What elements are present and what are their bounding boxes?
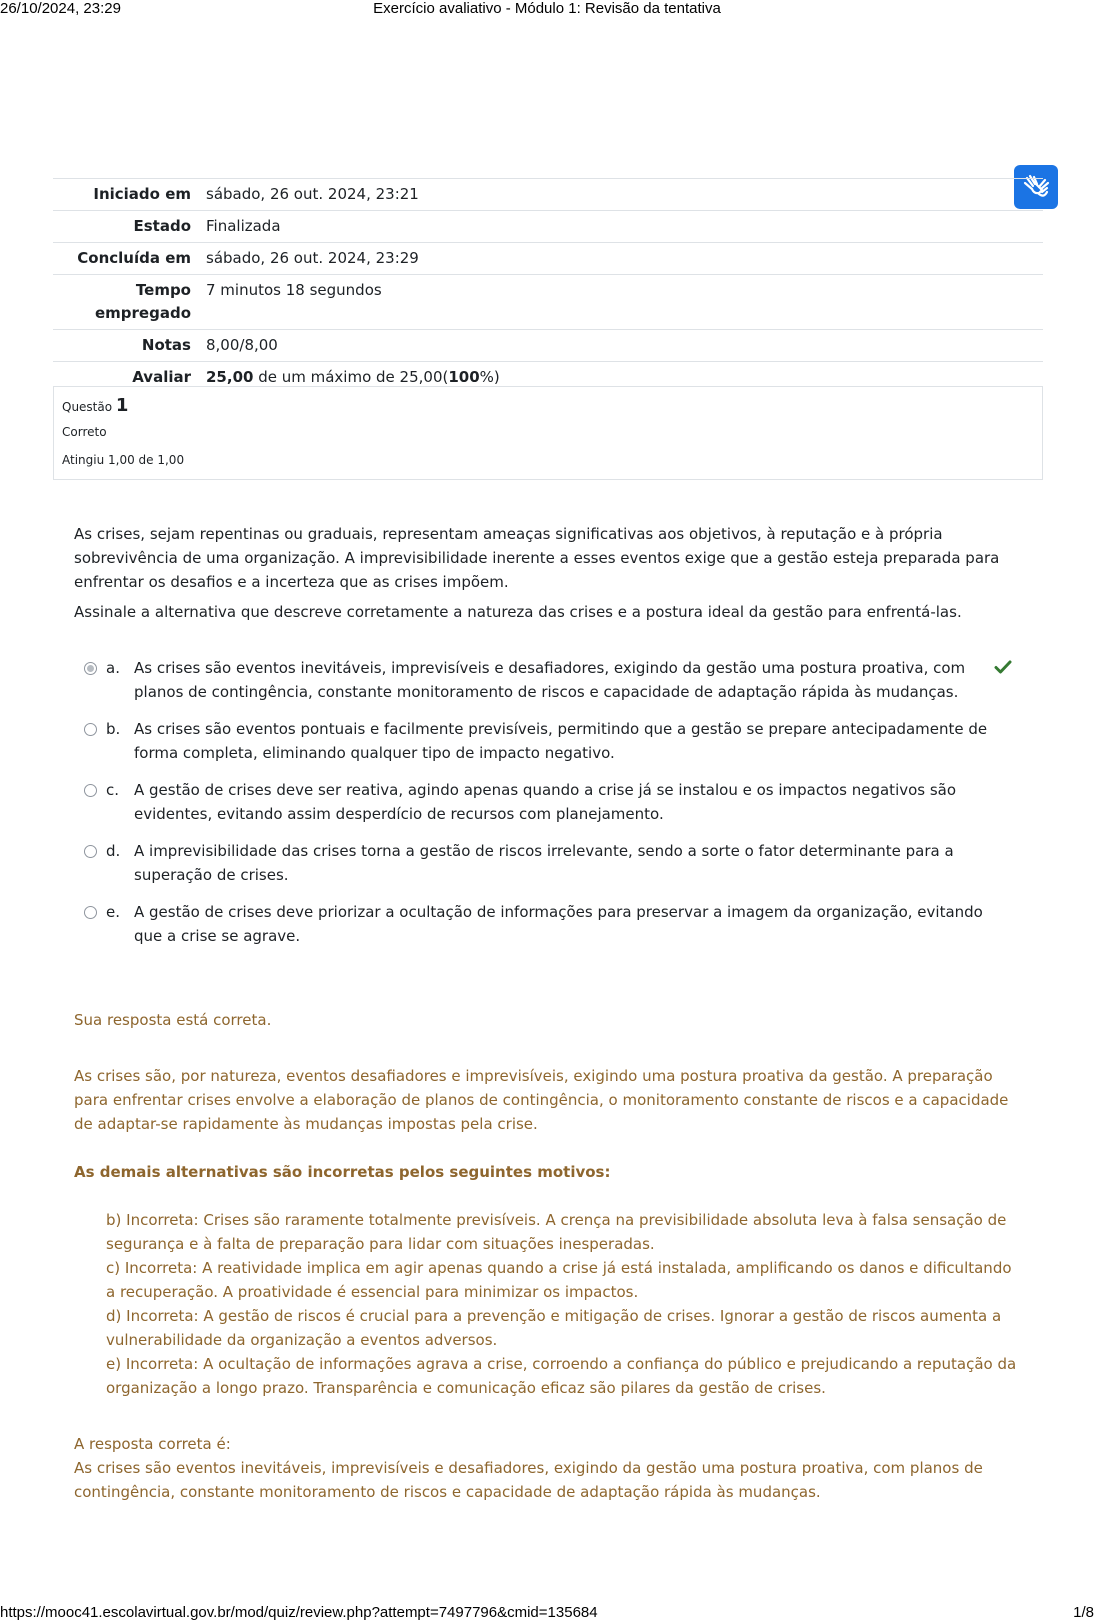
summary-value: sábado, 26 out. 2024, 23:29: [206, 249, 419, 267]
answer-option-b[interactable]: [84, 717, 1019, 765]
general-feedback: As crises são, por natureza, eventos desafiadores e imprevisíveis, exigindo uma postura proativa da gestão. A preparação para enfrentar crises envolve a elaboração de planos de contingência, o monitoramento constante de riscos e a capacidade de adaptar-se rapidamente às mudanças impostas pela crise.: [74, 1067, 1009, 1133]
feedback: [74, 1008, 1024, 1504]
print-header: [0, 0, 1094, 18]
radio-button[interactable]: [84, 784, 97, 797]
answer-letter: d.: [106, 842, 121, 860]
reason-item: b) Incorreta: Crises são raramente totalmente previsíveis. A crença na previsibilidade absoluta leva à falsa sensação de segurança e à falta de preparação para lidar com situações inesperadas.: [106, 1211, 1007, 1253]
summary-label: Concluída em: [77, 249, 191, 267]
summary-row: [53, 242, 1043, 274]
reason-item: e) Incorreta: A ocultação de informações agrava a crise, corroendo a confiança do público e prejudicando a reputação da organização a longo prazo. Transparência e comunicação eficaz são pilares da gestão de crises.: [106, 1355, 1017, 1397]
reason-item: d) Incorreta: A gestão de riscos é crucial para a prevenção e mitigação de crises. Ignorar a gestão de riscos aumenta a vulnerabilidade da organização a eventos adversos.: [106, 1307, 1002, 1349]
print-page-number: 1/8: [1073, 1604, 1094, 1621]
other-alternatives-heading: As demais alternativas são incorretas pelos seguintes motivos:: [74, 1163, 611, 1181]
summary-label: Estado: [133, 217, 191, 235]
question-prefix: Questão: [62, 400, 113, 414]
summary-row: [53, 329, 1043, 361]
question-paragraph: As crises, sejam repentinas ou graduais, representam ameaças significativas aos objetivos, à reputação e à própria sobrevivência de uma organização. A imprevisibilidade inerente a esses eventos exige que a gestão esteja preparada para enfrentar os desafios e a incerteza que as crises impõem.: [74, 525, 1000, 591]
answer-letter: b.: [106, 720, 121, 738]
grade-suffix: %): [479, 368, 500, 386]
grade-percent: 100: [448, 368, 480, 386]
answer-text: A gestão de crises deve ser reativa, agindo apenas quando a crise já se instalou e os impactos negativos são evidentes, evitando assim desperdício de recursos com planejamento.: [134, 781, 957, 823]
question-number: [62, 395, 1034, 418]
summary-label: Iniciado em: [93, 185, 191, 203]
summary-value: Finalizada: [206, 217, 281, 235]
attempt-summary: [53, 178, 1043, 393]
summary-value: 7 minutos 18 segundos: [206, 281, 382, 299]
answer-text: A gestão de crises deve priorizar a ocultação de informações para preservar a imagem da organização, evitando que a crise se agrave.: [134, 903, 983, 945]
question-number-value: 1: [115, 395, 129, 416]
summary-row: [53, 210, 1043, 242]
summary-label: Avaliar: [132, 368, 191, 386]
question-prompt: Assinale a alternativa que descreve corretamente a natureza das crises e a postura ideal da gestão para enfrentá-las.: [74, 603, 962, 621]
grade: 25,00: [206, 368, 254, 386]
answer-letter: a.: [106, 659, 120, 677]
answer-options: [84, 656, 1019, 961]
answer-option-c[interactable]: [84, 778, 1019, 826]
summary-value: sábado, 26 out. 2024, 23:21: [206, 185, 419, 203]
answer-letter: e.: [106, 903, 120, 921]
correct-message: Sua resposta está correta.: [74, 1011, 272, 1029]
right-answer-label: A resposta correta é:: [74, 1435, 231, 1453]
answer-text: As crises são eventos inevitáveis, imprevisíveis e desafiadores, exigindo da gestão uma postura proativa, com planos de contingência, constante monitoramento de riscos e capacidade de adaptação rápida às mudanças.: [134, 659, 966, 701]
right-answer: As crises são eventos inevitáveis, imprevisíveis e desafiadores, exigindo da gestão uma postura proativa, com planos de contingência, constante monitoramento de riscos e capacidade de adaptação rápida às mudanças.: [74, 1459, 983, 1501]
question-mark: Atingiu 1,00 de 1,00: [62, 453, 185, 467]
print-footer: [0, 1604, 1094, 1622]
reason-item: c) Incorreta: A reatividade implica em agir apenas quando a crise já está instalada, amplificando os danos e dificultando a recuperação. A proatividade é essencial para minimizar os impactos.: [106, 1259, 1012, 1301]
summary-label: Notas: [141, 336, 191, 354]
answer-text: As crises são eventos pontuais e facilmente previsíveis, permitindo que a gestão se prepare antecipadamente de forma completa, eliminando qualquer tipo de impacto negativo.: [134, 720, 988, 762]
question-status: Correto: [62, 425, 107, 439]
summary-label: Tempo empregado: [94, 281, 191, 322]
answer-option-d[interactable]: [84, 839, 1019, 887]
reasons-list: [74, 1208, 1024, 1400]
radio-button[interactable]: [84, 723, 97, 736]
radio-button[interactable]: [84, 662, 97, 675]
question-info: [53, 386, 1043, 480]
print-url: https://mooc41.escolavirtual.gov.br/mod/quiz/review.php?attempt=7497796&cmid=135684: [0, 1604, 598, 1621]
print-date: 26/10/2024, 23:29: [0, 0, 121, 17]
print-title: Exercício avaliativo - Módulo 1: Revisão da tentativa: [373, 0, 721, 17]
question-text: [74, 522, 1024, 624]
check-icon: [994, 658, 1012, 676]
grade-middle: de um máximo de 25,00(: [253, 368, 449, 386]
summary-row: [53, 178, 1043, 210]
radio-button[interactable]: [84, 906, 97, 919]
radio-button[interactable]: [84, 845, 97, 858]
answer-option-e[interactable]: [84, 900, 1019, 948]
answer-text: A imprevisibilidade das crises torna a gestão de riscos irrelevante, sendo a sorte o fator determinante para a superação de crises.: [134, 842, 954, 884]
summary-value: 8,00/8,00: [206, 336, 278, 354]
answer-option-a[interactable]: [84, 656, 1019, 704]
summary-row: [53, 274, 1043, 329]
answer-letter: c.: [106, 781, 120, 799]
